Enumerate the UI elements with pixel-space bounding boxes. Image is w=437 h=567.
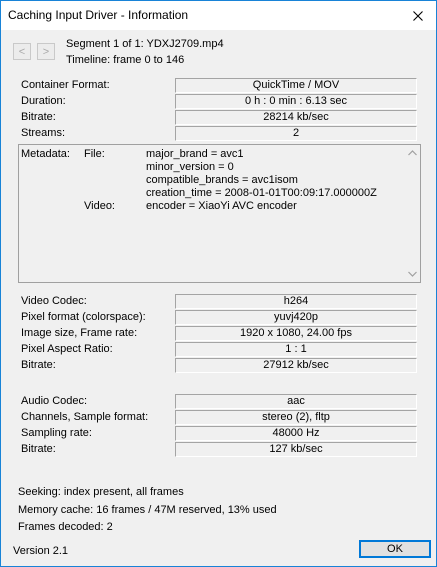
audio-bitrate-value: 127 kb/sec bbox=[175, 442, 417, 457]
chevron-left-icon: < bbox=[18, 45, 26, 58]
sampling-rate-label: Sampling rate: bbox=[21, 427, 92, 439]
image-size-value: 1920 x 1080, 24.00 fps bbox=[175, 326, 417, 341]
window-title: Caching Input Driver - Information bbox=[8, 8, 189, 22]
container-format-label: Container Format: bbox=[21, 79, 110, 91]
next-segment-button[interactable] bbox=[37, 43, 55, 60]
chevron-up-icon bbox=[408, 150, 417, 156]
metadata-file-line: creation_time = 2008-01-01T00:09:17.000000Z bbox=[146, 187, 377, 199]
metadata-video-line: encoder = XiaoYi AVC encoder bbox=[146, 200, 297, 212]
audio-bitrate-label: Bitrate: bbox=[21, 443, 56, 455]
video-codec-label: Video Codec: bbox=[21, 295, 87, 307]
close-button[interactable] bbox=[400, 1, 436, 30]
chevron-down-icon bbox=[408, 271, 417, 277]
ok-button[interactable]: OK bbox=[359, 540, 431, 558]
pixel-format-value: yuvj420p bbox=[175, 310, 417, 325]
metadata-box[interactable] bbox=[18, 144, 421, 283]
title-bar[interactable] bbox=[1, 1, 436, 30]
pixel-aspect-value: 1 : 1 bbox=[175, 342, 417, 357]
channels-value: stereo (2), fltp bbox=[175, 410, 417, 425]
video-codec-value: h264 bbox=[175, 294, 417, 309]
pixel-format-label: Pixel format (colorspace): bbox=[21, 311, 146, 323]
container-bitrate-value: 28214 kb/sec bbox=[175, 110, 417, 125]
scroll-down-button[interactable] bbox=[404, 266, 420, 282]
previous-segment-button[interactable] bbox=[13, 43, 31, 60]
video-bitrate-value: 27912 kb/sec bbox=[175, 358, 417, 373]
streams-value: 2 bbox=[175, 126, 417, 141]
metadata-file-label: File: bbox=[84, 148, 105, 160]
memory-cache-status: Memory cache: 16 frames / 47M reserved, 13% used bbox=[18, 504, 277, 516]
audio-codec-value: aac bbox=[175, 394, 417, 409]
chevron-right-icon: > bbox=[42, 45, 50, 58]
seeking-status: Seeking: index present, all frames bbox=[18, 486, 184, 498]
metadata-file-line: compatible_brands = avc1isom bbox=[146, 174, 298, 186]
timeline-label: Timeline: frame 0 to 146 bbox=[66, 54, 185, 66]
container-format-value: QuickTime / MOV bbox=[175, 78, 417, 93]
video-bitrate-label: Bitrate: bbox=[21, 359, 56, 371]
frames-decoded-status: Frames decoded: 2 bbox=[18, 521, 113, 533]
pixel-aspect-label: Pixel Aspect Ratio: bbox=[21, 343, 113, 355]
metadata-file-line: major_brand = avc1 bbox=[146, 148, 244, 160]
duration-label: Duration: bbox=[21, 95, 66, 107]
segment-label: Segment 1 of 1: YDXJ2709.mp4 bbox=[66, 38, 224, 50]
metadata-label: Metadata: bbox=[21, 148, 70, 160]
image-size-label: Image size, Frame rate: bbox=[21, 327, 138, 339]
version-label: Version 2.1 bbox=[13, 545, 69, 557]
container-bitrate-label: Bitrate: bbox=[21, 111, 56, 123]
close-icon bbox=[413, 11, 423, 21]
metadata-scrollbar[interactable] bbox=[404, 145, 420, 282]
sampling-rate-value: 48000 Hz bbox=[175, 426, 417, 441]
channels-label: Channels, Sample format: bbox=[21, 411, 149, 423]
scroll-up-button[interactable] bbox=[404, 145, 420, 161]
metadata-video-label: Video: bbox=[84, 200, 115, 212]
metadata-file-line: minor_version = 0 bbox=[146, 161, 234, 173]
streams-label: Streams: bbox=[21, 127, 66, 139]
audio-codec-label: Audio Codec: bbox=[21, 395, 88, 407]
duration-value: 0 h : 0 min : 6.13 sec bbox=[175, 94, 417, 109]
